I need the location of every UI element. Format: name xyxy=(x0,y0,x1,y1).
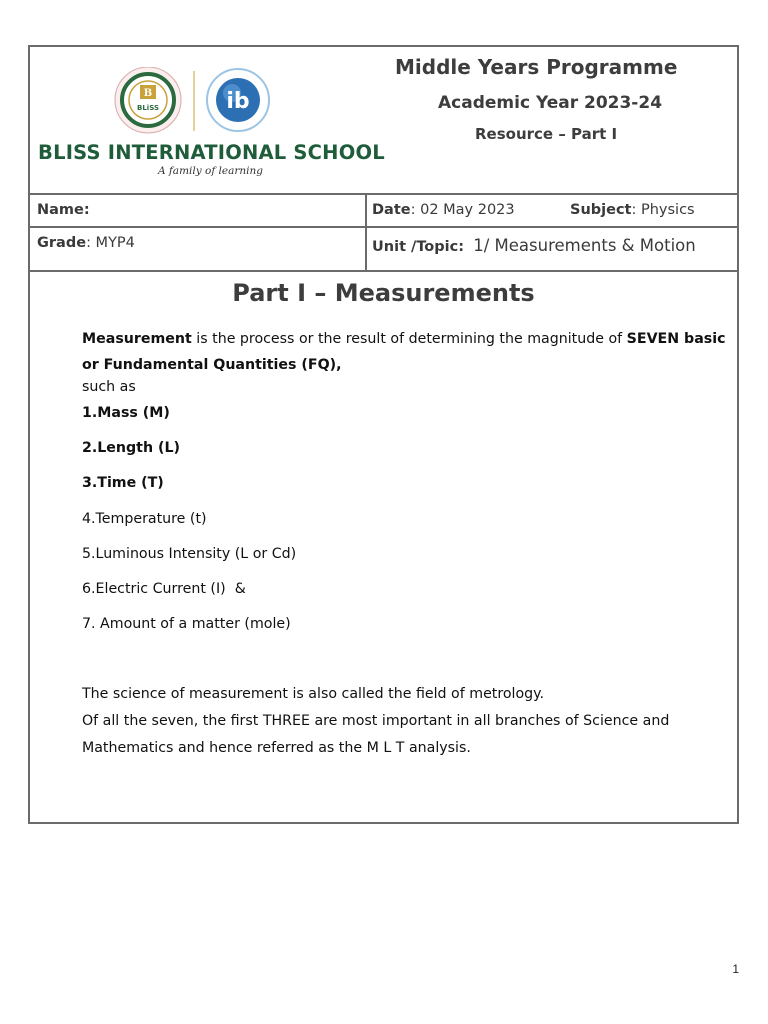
document-frame xyxy=(28,45,739,824)
name-label: Name: xyxy=(37,202,90,218)
academic-year-heading: Academic Year 2023-24 xyxy=(438,93,663,113)
svg-text:B: B xyxy=(143,88,153,99)
school-logo-icon xyxy=(108,67,328,137)
subject-field: Subject: Physics xyxy=(570,202,695,218)
list-item: 2.Length (L) xyxy=(82,440,181,456)
such-as-text: such as xyxy=(82,379,136,395)
page-title: Part I – Measurements xyxy=(232,279,535,307)
logos xyxy=(108,67,328,137)
list-item: 5.Luminous Intensity (L or Cd) xyxy=(82,546,297,562)
svg-text:ib: ib xyxy=(226,89,250,114)
resource-heading: Resource – Part I xyxy=(475,125,618,143)
unit-topic-field: Unit /Topic: 1/ Measurements & Motion xyxy=(372,236,696,255)
header-divider xyxy=(30,193,737,195)
list-item: 6.Electric Current (I) & xyxy=(82,581,246,597)
row-divider xyxy=(30,226,737,228)
list-item: 4.Temperature (t) xyxy=(82,511,207,527)
page-number: 1 xyxy=(732,962,739,976)
mlt-text-line-2: Mathematics and hence referred as the M L T analysis. xyxy=(82,740,471,756)
svg-text:BLiSS: BLiSS xyxy=(137,104,159,112)
list-item: 7. Amount of a matter (mole) xyxy=(82,616,291,632)
mlt-text-line-1: Of all the seven, the first THREE are most important in all branches of Science and xyxy=(82,713,670,729)
list-item: 3.Time (T) xyxy=(82,475,164,491)
info-divider xyxy=(30,270,737,272)
metrology-text: The science of measurement is also called the field of metrology. xyxy=(82,686,545,702)
programme-heading: Middle Years Programme xyxy=(395,55,678,79)
tagline: A family of learning xyxy=(158,165,264,177)
list-item: 1.Mass (M) xyxy=(82,405,170,421)
date-field: Date: 02 May 2023 xyxy=(372,202,515,218)
column-divider xyxy=(365,193,367,270)
grade-field: Grade: MYP4 xyxy=(37,235,135,251)
intro-paragraph: Measurement is the process or the result of determining the magnitude of SEVEN basic or Fundamental Quantities (FQ), xyxy=(82,331,726,373)
school-name: BLISS INTERNATIONAL SCHOOL xyxy=(38,141,385,164)
